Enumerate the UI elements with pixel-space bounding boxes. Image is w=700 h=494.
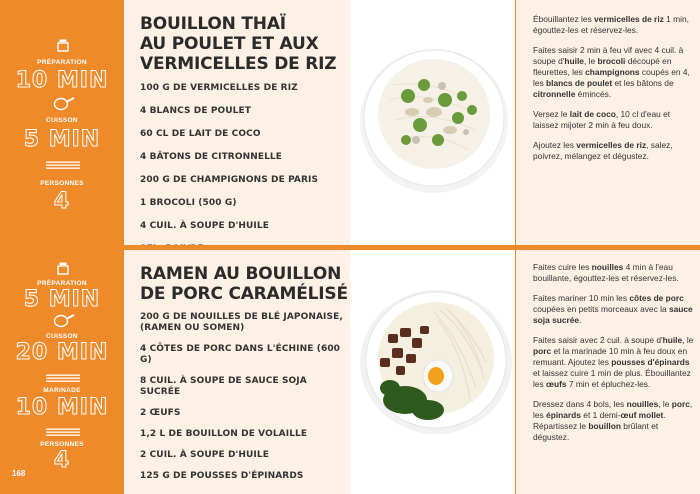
cutlery-icon xyxy=(45,159,81,171)
meta-label: PRÉPARATION xyxy=(37,280,87,287)
step-list xyxy=(533,14,695,171)
recipe-meta-panel xyxy=(0,0,124,245)
ingredient-item: 4 CÔTES DE PORC DANS L'ÉCHINE (600 G) xyxy=(140,344,341,365)
step-text: . Répartissez le xyxy=(533,410,666,431)
frying-pan-icon xyxy=(53,97,75,111)
title-line: VERMICELLES DE RIZ xyxy=(140,54,337,74)
ingredient-item: 100 G DE VERMICELLES DE RIZ xyxy=(140,83,298,93)
recipe-steps-panel xyxy=(515,0,700,245)
ingredient-highlight: sauce soja sucrée xyxy=(533,304,693,325)
recipe-ingredients-panel xyxy=(124,0,350,245)
ingredient-item: 2 CUIL. À SOUPE D'HUILE xyxy=(140,450,269,460)
cutlery-icon xyxy=(45,372,81,384)
soup-bowl-illustration xyxy=(350,0,515,245)
step-paragraph xyxy=(533,293,695,326)
step-paragraph xyxy=(533,140,695,162)
meta-value: 10 MIN xyxy=(15,395,109,420)
meta-value: 5 MIN xyxy=(23,287,101,312)
ingredient-item: 1 BROCOLI (500 G) xyxy=(140,198,237,208)
step-paragraph xyxy=(533,109,695,131)
step-paragraph xyxy=(533,45,695,100)
step-text: Versez le xyxy=(533,109,570,119)
step-list xyxy=(533,262,695,452)
dish-photo xyxy=(350,0,515,245)
ingredient-highlight: porc xyxy=(671,399,690,409)
step-text: et les bâtons de xyxy=(612,78,674,88)
step-paragraph xyxy=(533,335,695,390)
step-text: et 1 demi- xyxy=(580,410,621,420)
step-text: , salez, poivrez, mélangez et dégustez. xyxy=(533,140,673,161)
title-line: AU POULET ET AUX xyxy=(140,34,319,54)
step-text: Faites saisir avec 2 cuil. à soupe d' xyxy=(533,335,663,345)
step-text: , le xyxy=(658,399,672,409)
ingredient-highlight: blancs de poulet xyxy=(546,78,613,88)
ingredient-item: 4 BÂTONS DE CITRONNELLE xyxy=(140,152,283,162)
step-paragraph xyxy=(533,14,695,36)
ingredient-highlight: huile xyxy=(564,56,584,66)
ramen-bowl-illustration xyxy=(350,250,515,494)
meta-label: MARINADE xyxy=(43,387,81,394)
ingredient-highlight: œuf mollet xyxy=(620,410,664,420)
timer-icon xyxy=(56,38,70,52)
dish-photo xyxy=(350,250,515,494)
ingredient-list xyxy=(140,312,346,492)
step-text: brûlant et dégustez. xyxy=(533,421,659,442)
ingredient-highlight: œufs xyxy=(546,379,567,389)
ingredient-item: 8 CUIL. À SOUPE DE SAUCE SOJA SUCRÉE xyxy=(140,376,307,397)
ingredient-highlight: citronnelle xyxy=(533,89,576,99)
step-text: , 10 cl d'eau et laissez mijoter 2 min à feu doux. xyxy=(533,109,671,130)
ingredient-highlight: porc xyxy=(533,346,552,356)
meta-value: 10 MIN xyxy=(15,68,109,93)
ingredient-highlight: bouillon xyxy=(588,421,621,431)
ingredient-highlight: champignons xyxy=(585,67,640,77)
meta-label: CUISSON xyxy=(46,333,78,340)
step-text: . xyxy=(579,315,582,325)
ingredient-highlight: huile xyxy=(662,335,683,345)
step-paragraph xyxy=(533,262,695,284)
cutlery-icon xyxy=(45,426,81,438)
title-line: BOUILLON THAÏ xyxy=(140,14,286,34)
page-number: 168 xyxy=(12,469,26,478)
step-text: Dressez dans 4 bols, les xyxy=(533,399,627,409)
step-text: 4 min à l'eau bouillante, égouttez-les et réservez-les. xyxy=(533,262,679,283)
meta-value: 5 MIN xyxy=(23,127,101,152)
ingredient-item: 125 G DE POUSSES D'ÉPINARDS xyxy=(140,471,304,481)
step-text: , le xyxy=(682,335,694,345)
ingredient-item: 60 CL DE LAIT DE COCO xyxy=(140,129,261,139)
meta-value: 20 MIN xyxy=(15,340,109,365)
recipe-card-2 xyxy=(0,250,700,494)
meta-value: 4 xyxy=(53,448,71,473)
step-text: émincés. xyxy=(575,89,612,99)
recipe-meta-panel xyxy=(0,250,124,494)
meta-label: PERSONNES xyxy=(40,180,84,187)
meta-label: PRÉPARATION xyxy=(37,59,87,66)
step-text: Faites saisir 2 min à feu vif avec 4 cuil. à soupe d' xyxy=(533,45,684,66)
ingredient-highlight: côtes de porc xyxy=(629,293,684,303)
title-line: DE PORC CARAMÉLISÉ xyxy=(140,284,348,304)
ingredient-item: 1,2 L DE BOUILLON DE VOLAILLE xyxy=(140,429,308,439)
ingredient-highlight: nouilles xyxy=(626,399,659,409)
step-text: Ébouillantez les xyxy=(533,14,594,24)
step-text: et laissez cuire 1 min de plus. Ébouillantez les xyxy=(533,368,691,389)
ingredient-highlight: vermicelles de riz xyxy=(594,14,664,24)
step-text: et la marinade 10 min à feu doux en remuant. Ajoutez les xyxy=(533,346,688,367)
step-text: 1 min, égouttez-les et réservez-les. xyxy=(533,14,689,35)
step-text: découpé en fleurettes, les xyxy=(533,56,672,77)
ingredient-item: 200 G DE CHAMPIGNONS DE PARIS xyxy=(140,175,319,185)
ingredient-highlight: lait de coco xyxy=(569,109,616,119)
step-text: , les xyxy=(533,399,693,420)
meta-label: CUISSON xyxy=(46,117,78,124)
title-line: RAMEN AU BOUILLON xyxy=(140,264,342,284)
recipe-steps-panel xyxy=(515,250,700,494)
ingredient-highlight: nouilles xyxy=(591,262,624,272)
recipe-ingredients-panel xyxy=(124,250,350,494)
frying-pan-icon xyxy=(53,314,75,328)
ingredient-item: 4 BLANCS DE POULET xyxy=(140,106,252,116)
step-text: Faites mariner 10 min les xyxy=(533,293,630,303)
timer-icon xyxy=(56,261,70,275)
step-text: coupés en 4, les xyxy=(533,67,690,88)
step-text: Ajoutez les xyxy=(533,140,577,150)
ingredient-item: 200 G DE NOUILLES DE BLÉ JAPONAISE, (RAMEN OU SOMEN) xyxy=(140,312,343,333)
step-text: coupées en petits morceaux avec la xyxy=(533,304,669,314)
recipe-card-1 xyxy=(0,0,700,245)
step-text: Faites cuire les xyxy=(533,262,592,272)
ingredient-item: 2 ŒUFS xyxy=(140,408,181,418)
step-text: 7 min et épluchez-les. xyxy=(566,379,651,389)
ingredient-highlight: pousses d'épinards xyxy=(611,357,690,367)
step-paragraph xyxy=(533,399,695,443)
ingredient-item: 4 CUIL. À SOUPE D'HUILE xyxy=(140,221,269,231)
recipe-title xyxy=(140,14,350,74)
step-text: , le xyxy=(583,56,598,66)
ingredient-list xyxy=(140,83,346,267)
meta-value: 4 xyxy=(53,189,71,214)
ingredient-highlight: vermicelles de riz xyxy=(576,140,647,150)
ingredient-highlight: épinards xyxy=(546,410,581,420)
meta-label: PERSONNES xyxy=(40,441,84,448)
recipe-title xyxy=(140,264,350,304)
ingredient-highlight: brocoli xyxy=(597,56,626,66)
